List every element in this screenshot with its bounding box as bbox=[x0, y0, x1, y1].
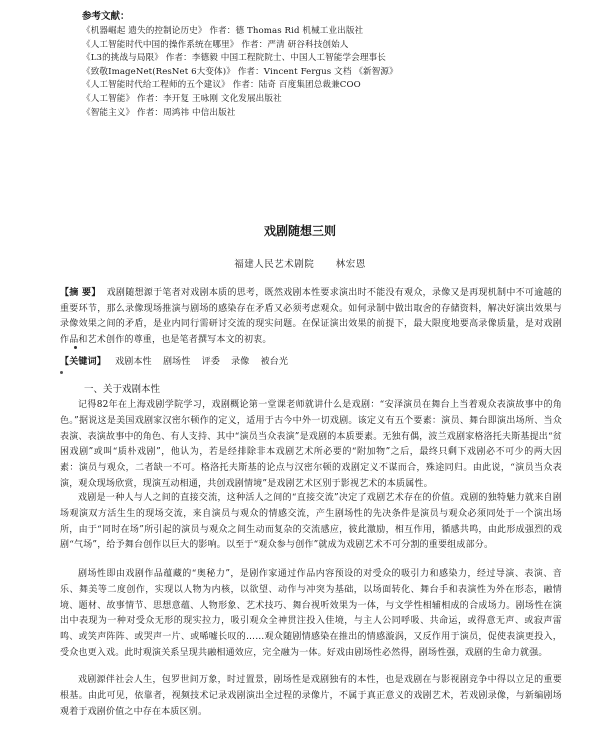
author-line bbox=[0, 256, 600, 270]
reference-item: 《机器崛起 遗失的控制论历史》 作者：德 Thomas Rid 机械工业出版社 bbox=[82, 26, 364, 36]
references-list bbox=[82, 25, 552, 120]
reference-item: 《人工智能时代给工程师的五个建议》 作者：陆奇 百度集团总裁兼COO bbox=[82, 80, 361, 91]
body-paragraph: 记得82年在上海戏剧学院学习，戏剧概论第一堂课老师就讲什么是戏剧：“安泽演员在舞台上当着观众表演故事中的角色。”据说这是美国戏剧家汉密尔顿作的定义，适用于古今中外一切戏剧。该定义有五个要素：演员、舞台即演出场所、当众表演、表演故事中的角色、有人支持、其中“演员当众表演”是戏剧的本质要素。无独有偶，波兰戏剧家格洛托夫斯基提出“贫困戏剧”或叫“质朴戏剧”，他认为，若是经排除非本戏剧艺术所必要的“附加物”之后，最终只剩下戏剧必不可少的两大因素：演员与观众，二者缺一不可。格洛托夫斯基的论点与汉密尔顿的戏剧定义不谋而合，殊途同归。由此说，“演员当众表演，观众现场欣赏，现演互动相通，共创戏剧情境”是戏剧艺术区别于影视艺术的本质属性。 bbox=[60, 400, 563, 489]
body-paragraph: 戏剧源伴社会人生，包罗世间万象，时过置景，剧场性是戏剧独有的本性，也是戏剧在与影视剧竞争中得以立足的重要根基。由此可见，依靠者，视频技术记录戏剧演出全过程的录像片，不属于真正意义的戏剧艺术，若戏剧录像，与新编剧场观着于戏剧价值之中存在本质区别。 bbox=[60, 675, 562, 717]
keyword: 评委 bbox=[201, 357, 221, 367]
abstract bbox=[60, 286, 562, 348]
keyword: 录像 bbox=[231, 357, 250, 367]
stray-mark bbox=[60, 371, 63, 374]
author-name: 林宏恩 bbox=[335, 259, 366, 270]
abstract-label: 【摘 要】 bbox=[60, 288, 101, 298]
keyword: 被台光 bbox=[260, 357, 289, 367]
section-heading: 一、关于戏剧本性 bbox=[84, 384, 161, 395]
reference-item: 《L3的挑战与局限》 作者：李德毅 中国工程院院士、中国人工智能学会理事长 bbox=[82, 53, 386, 64]
keyword: 剧场性 bbox=[162, 357, 191, 367]
keywords-label: 【关键词】 bbox=[60, 357, 107, 367]
body-paragraph: 剧场性即由戏剧作品蕴藏的“奥秘力”，是剧作家通过作品内容预设的对受众的吸引力和感染力，经过导演、表演、音乐、舞美等二度创作，实现以人物为内核，以欲望、动作与冲突为基础，以场面转化、舞台手和表演性为外在形态，融情境、题材、故事情节、思想意蕴、人物形象、艺术技巧、舞台视听效果为一体，与文学性相辅相成的合成场力。剧场性在演出中表现为一种对受众无形的现实拉力，吸引观众全神贯注投入佳境，与主人公同呼吸、共命运，或得意无声、或寂声雷鸣、或笑声阵阵、或哭声一片、或唏嘘长叹的……观众随剧情感染在推出的情感漩涡，又反作用于演员，促使表演更投入，受众也更入戏。此时观演关系呈现共融相通效应，完全融为一体。好戏由剧场性必然得，剧场性强，戏剧的生命力就强。 bbox=[60, 569, 562, 658]
references-section bbox=[82, 8, 552, 120]
reference-item: 《致敬ImageNet(ResNet 6大变体)》 作者：Vincent Fergus 文档 《新智源》 bbox=[82, 66, 398, 77]
abstract-text: 戏剧随想源于笔者对戏剧本质的思考，既然戏剧本性要求演出时不能没有观众，录像又是再现机制中不可逾越的重要环节，那么录像现场推演与剧场的感染存在矛盾又必须考虑观众。如何录制中做出取舍的存储资料，解决好演出效果与录像效果之间的矛盾，是业内同行需研讨交流的现实问题。在保证演出效果的前提下，最大限度地要高录像质量，是对戏剧作品和艺术创作的尊重，也是笔者撰写本文的初衷。 bbox=[60, 288, 562, 345]
reference-item: 《智能主义》 作者：周鸿祎 中信出版社 bbox=[82, 107, 236, 118]
affiliation: 福建人民艺术剧院 bbox=[234, 259, 315, 270]
reference-item: 《人工智能时代中国的操作系统在哪里》 作者：严清 研谷科技创始人 bbox=[82, 39, 349, 50]
body-paragraph: 戏剧是一种人与人之间的直接交流，这种活人之间的“直接交流”决定了戏剧艺术存在的价值。戏剧的独特魅力就来自剧场观演双方活生生的现场交流，来自演员与观众的情感交流，产生剧场性的先决条件是演员与观众必须同处于一个演出场所，由于“同时在场”所引起的演员与观众之间生动而复杂的交流感应，彼此激励，相互作用，循感共鸣，由此形成强烈的戏剧“气场”，给予舞台创作以巨大的影响。以至于“观众参与创作”就成为戏剧艺术不可分割的重要组成部分。 bbox=[60, 493, 562, 551]
keywords bbox=[60, 355, 562, 371]
reference-item: 《人工智能》 作者：李开复 王咏刚 文化发展出版社 bbox=[82, 93, 282, 104]
stray-mark bbox=[74, 346, 77, 349]
references-heading: 参考文献： bbox=[82, 11, 130, 22]
keyword: 戏剧本性 bbox=[115, 357, 152, 367]
article-title: 戏剧随想三则 bbox=[263, 224, 336, 238]
